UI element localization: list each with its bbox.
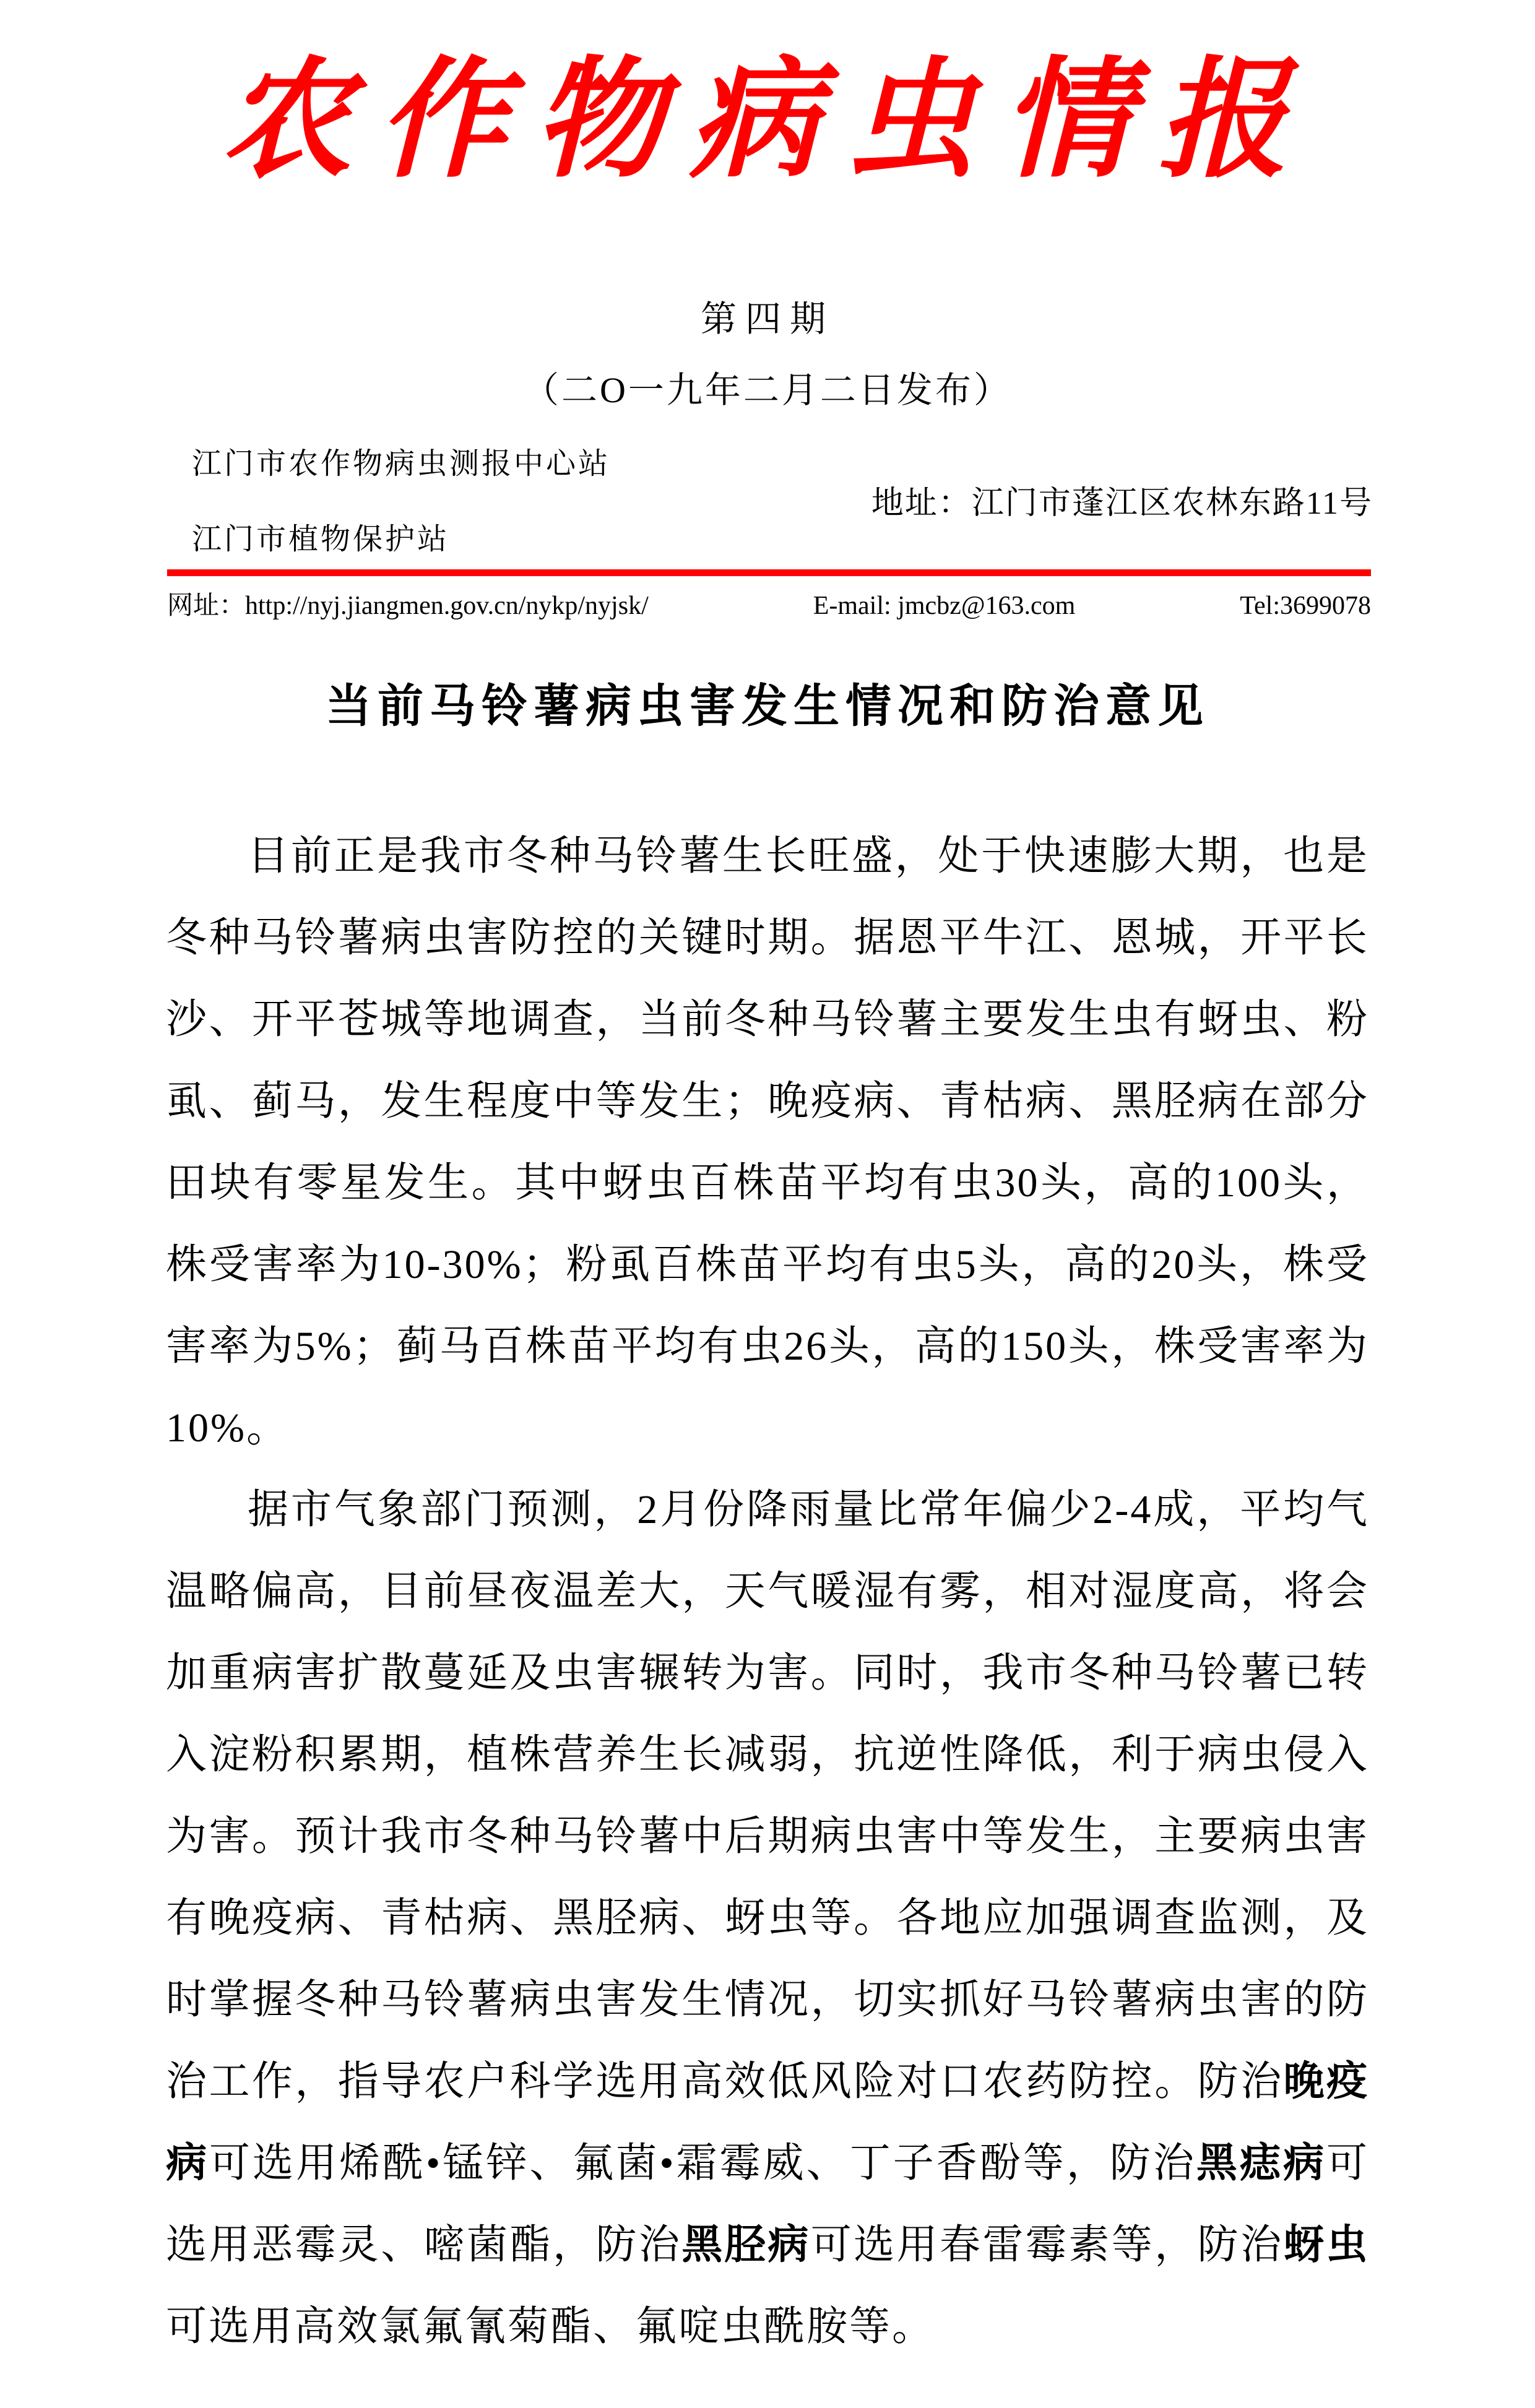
masthead-title: 农作物病虫情报 xyxy=(221,50,1313,193)
issue-number: 第四期 xyxy=(700,299,834,339)
website-url: 网址：http://nyj.jiangmen.gov.cn/nykp/nyjsk/ xyxy=(167,592,649,620)
org-name-secondary: 江门市植物保护站 xyxy=(192,523,450,556)
telephone: Tel:3699078 xyxy=(1240,592,1371,620)
org-address: 地址：江门市蓬江区农林东路11号 xyxy=(871,486,1373,521)
article-title: 当前马铃薯病虫害发生情况和防治意见 xyxy=(326,681,1209,732)
text-run: 可选用高效氯氟氰菊酯、氟啶虫酰胺等。 xyxy=(166,2304,935,2349)
emphasized-term: 晚疫病 xyxy=(166,2059,1370,2186)
paragraph xyxy=(166,1469,1369,2368)
email-address: E-mail: jmcbz@163.com xyxy=(813,592,1076,620)
emphasized-term: 蚜虫 xyxy=(1283,2222,1370,2268)
text-run: 目前正是我市冬种马铃薯生长旺盛，处于快速膨大期，也是冬种马铃薯病虫害防控的关键时期。据恩平牛江、恩城，开平长沙、开平苍城等地调查，当前冬种马铃薯主要发生虫有蚜虫、粉虱、蓟马，发生程度中等发生；晚疫病、青枯病、黑胫病在部分田块有零星发生。其中蚜虫百株苗平均有虫30头，高的100头，株受害率为10-30%；粉虱百株苗平均有虫5头，高的20头，株受害率为5%；蓟马百株苗平均有虫26头，高的150头，株受害率为10%。 xyxy=(166,834,1369,1451)
contact-row xyxy=(167,585,1371,622)
text-run: 可选用春雷霉素等，防治 xyxy=(810,2222,1284,2268)
red-divider-rule xyxy=(167,569,1371,576)
emphasized-term: 黑胫病 xyxy=(681,2222,811,2268)
text-run: 可选用烯酰•锰锌、氟菌•霜霉威、丁子香酚等，防治 xyxy=(209,2141,1196,2186)
emphasized-term: 黑痣病 xyxy=(1196,2141,1327,2186)
publish-date: （二О一九年二月二日发布） xyxy=(523,370,1012,410)
text-run: 可选用恶霉灵、嘧菌酯，防治 xyxy=(166,2141,1370,2268)
paragraph xyxy=(166,816,1369,1469)
text-run: 据市气象部门预测，2月份降雨量比常年偏少2-4成，平均气温略偏高，目前昼夜温差大，天气暖湿有雾，相对湿度高，将会加重病害扩散蔓延及虫害辗转为害。同时，我市冬种马铃薯已转入淀粉积累期，植株营养生长减弱，抗逆性降低，利于病虫侵入为害。预计我市冬种马铃薯中后期病虫害中等发生，主要病虫害有晚疫病、青枯病、黑胫病、蚜虫等。各地应加强调查监测，及时掌握冬种马铃薯病虫害发生情况，切实抓好马铃薯病虫害的防治工作，指导农户科学选用高效低风险对口农药防控。防治 xyxy=(166,1487,1369,2104)
org-name-primary: 江门市农作物病虫测报中心站 xyxy=(192,447,611,480)
article-body xyxy=(166,816,1369,2368)
